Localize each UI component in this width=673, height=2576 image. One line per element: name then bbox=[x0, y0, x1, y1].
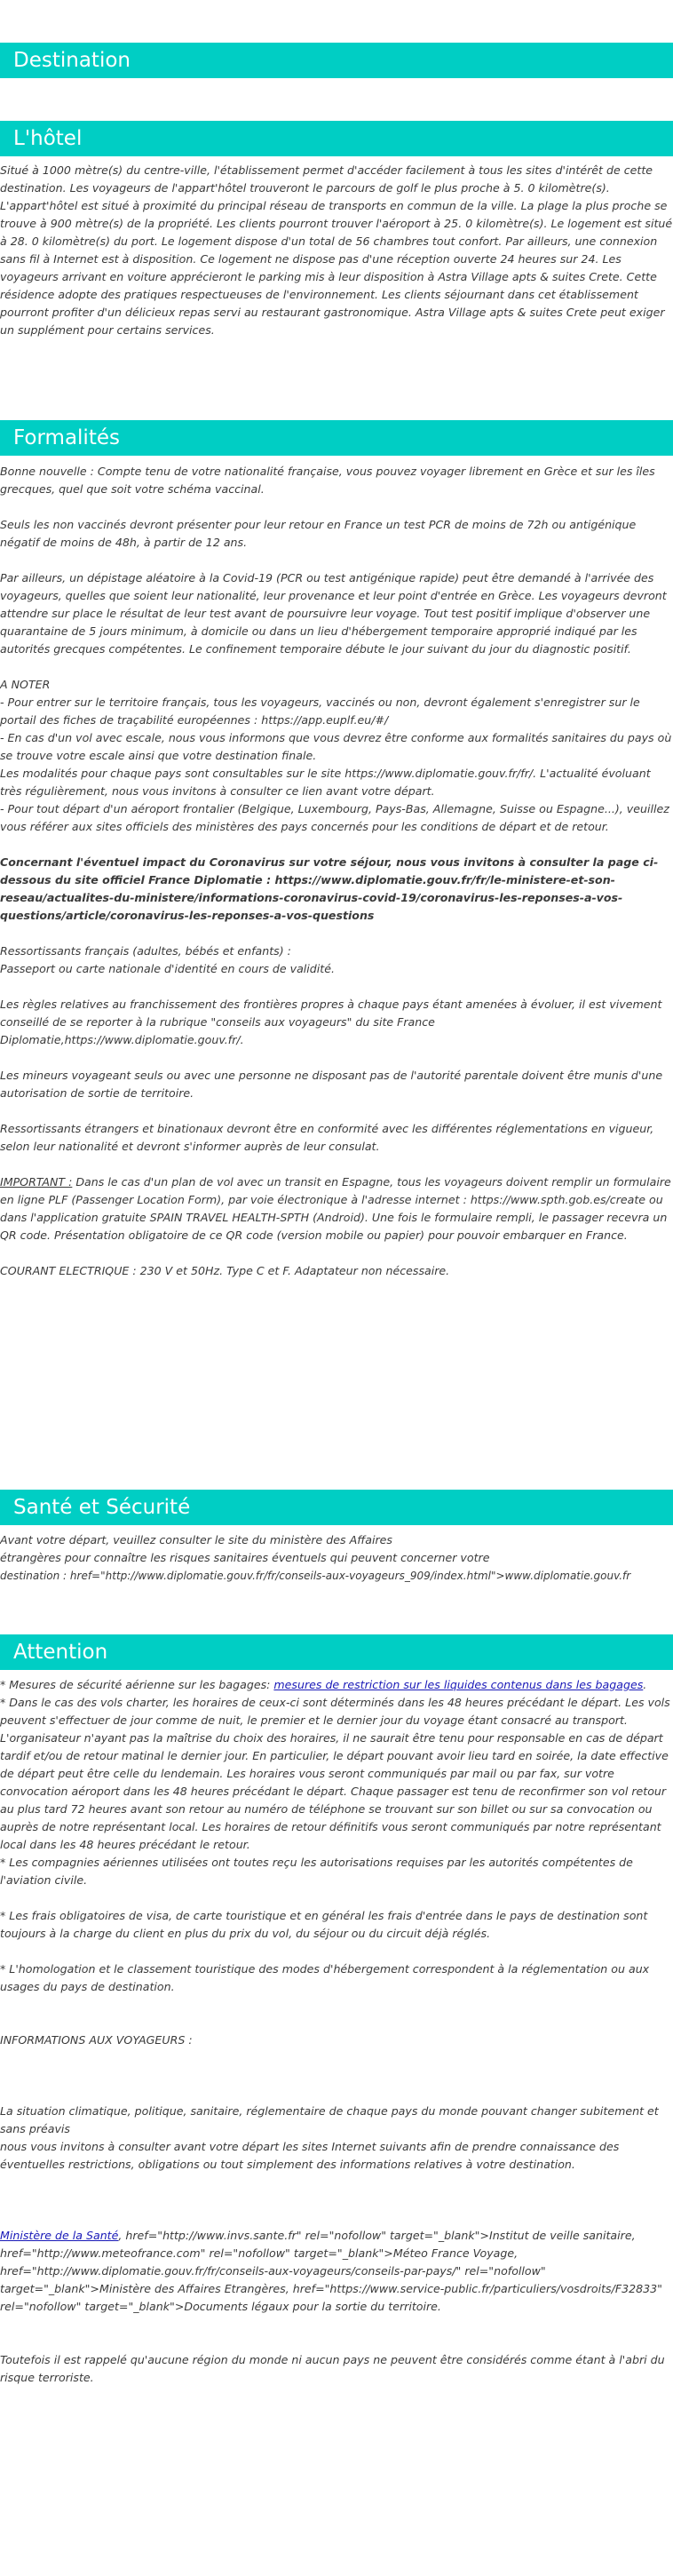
etrangers-notice: Ressortissants étrangers et binationaux devront être en conformité avec les différentes réglementations en vigueur, selon leur nationalité et devront s'informer auprès de leur consulat. bbox=[0, 1122, 654, 1153]
sante-line-1: Avant votre départ, veuillez consulter le site du ministère des Affaires bbox=[0, 1533, 392, 1546]
situation-line-1: La situation climatique, politique, sanitaire, réglementaire de chaque pays du monde pouvant changer subitement et sans préavis bbox=[0, 2104, 659, 2135]
mesures-securite bbox=[0, 1676, 673, 1694]
formalites-body bbox=[0, 463, 673, 1280]
risque-terroriste: Toutefois il est rappelé qu'aucune région du monde ni aucun pays ne peuvent être considérés comme étant à l'abri du risque terroriste. bbox=[0, 2353, 665, 2384]
mineurs-notice: Les mineurs voyageant seuls ou avec une personne ne disposant pas de l'autorité parentale doivent être munis d'une autorisation de sortie de territoire. bbox=[0, 1069, 663, 1100]
courant-electrique: COURANT ELECTRIQUE : 230 V et 50Hz. Type C et F. Adaptateur non nécessaire. bbox=[0, 1264, 450, 1277]
section-header-sante bbox=[0, 1490, 673, 1525]
formalites-p3: Par ailleurs, un dépistage aléatoire à la Covid-19 (PCR ou test antigénique rapide) peut être demandé à l'arrivée des voyageurs, quelles que soient leur nationalité, leur provenance et leur point d'entrée en Grèce. Les voyageurs devront attendre sur place le résultat de leur test avant de poursuivre leur voyage. Tout test positif implique d'observer une quarantaine de 5 jours minimum, à domicile ou dans un lieu d'hébergement temporaire approprié indiqué par les autorités grecques compétentes. Le confinement temporaire débute le jour suivant du jour du diagnostic positif. bbox=[0, 571, 667, 656]
section-header-formalites bbox=[0, 420, 673, 456]
section-title-sante: Santé et Sécurité bbox=[13, 1496, 191, 1519]
attention-body bbox=[0, 1676, 673, 2387]
ressortissants-francais-title: Ressortissants français (adultes, bébés et enfants) : bbox=[0, 944, 291, 958]
anoter-title: A NOTER bbox=[0, 678, 51, 691]
ressortissants-francais-doc: Passeport ou carte nationale d'identité en cours de validité. bbox=[0, 962, 335, 975]
formalites-p1: Bonne nouvelle : Compte tenu de votre nationalité française, vous pouvez voyager librement en Grèce et sur les îles grecques, quel que soit votre schéma vaccinal. bbox=[0, 465, 655, 496]
formalites-p2: Seuls les non vaccinés devront présenter pour leur retour en France un test PCR de moins de 72h ou antigénique négatif de moins de 48h, à partir de 12 ans. bbox=[0, 518, 637, 549]
sites-utiles-text: , href="http://www.invs.sante.fr" rel="nofollow" target="_blank">Institut de veille sanitaire, href="http://www.meteofrance.com" rel="nofollow" target="_blank">Méteo France Voyage, href="http://www.diplomatie.gouv.fr/fr/conseils-aux-voyageurs/conseils-par-pays/" rel="nofollow" target="_blank">Ministère des Affaires Etrangères, href="https://www.service-public.fr/particuliers/vosdroits/F32833" rel="nofollow" target="_blank">Documents légaux pour la sortie du territoire. bbox=[0, 2229, 662, 2313]
section-title-attention: Attention bbox=[13, 1641, 108, 1664]
coronavirus-notice: Concernant l'éventuel impact du Coronavirus sur votre séjour, nous vous invitons à consulter la page ci-dessous du site officiel France Diplomatie : https://www.diplomatie.gouv.fr/fr/le-ministere-et-son-reseau/actualites-du-ministere/informations-coronavirus-covid-19/coronavirus-les-reponses-a-vos-questions/article/coronavirus-les-reponses-a-vos-questions bbox=[0, 855, 659, 922]
sante-body bbox=[0, 1531, 673, 1585]
regles-frontieres: Les règles relatives au franchissement des frontières propres à chaque pays étant amenées à évoluer, il est vivement conseillé de se reporter à la rubrique "conseils aux voyageurs" du site France Diplomatie,https://www.diplomatie.gouv.fr/. bbox=[0, 998, 662, 1046]
section-header-destination bbox=[0, 43, 673, 78]
sante-line-2: étrangères pour connaître les risques sanitaires éventuels qui peuvent concerner votre bbox=[0, 1551, 490, 1564]
mesures-prefix: * Mesures de sécurité aérienne sur les bagages: bbox=[0, 1678, 274, 1691]
situation-line-2: nous vous invitons à consulter avant votre départ les sites Internet suivants afin de prendre connaissance des éventuelles restrictions, obligations ou tout simplement des informations relatives à votre destination. bbox=[0, 2140, 620, 2171]
compagnies-aeriennes: * Les compagnies aériennes utilisées ont toutes reçu les autorisations requises par les autorités compétentes de l'aviation civile. bbox=[0, 1856, 633, 1887]
section-title-destination: Destination bbox=[13, 49, 131, 72]
ministere-sante-link[interactable]: Ministère de la Santé bbox=[0, 2229, 119, 2242]
anoter-item-2: - En cas d'un vol avec escale, nous vous informons que vous devrez être conforme aux formalités sanitaires du pays où se trouve votre escale ainsi que votre destination finale. bbox=[0, 731, 672, 762]
hotel-paragraph: Situé à 1000 mètre(s) du centre-ville, l'établissement permet d'accéder facilement à tous les sites d'intérêt de cette destination. Les voyageurs de l'appart'hôtel trouveront le parcours de golf le plus proche à 5. 0 kilomètre(s). L'appart'hôtel est situé à proximité du principal réseau de transports en commun de la ville. La plage la plus proche se trouve à 900 mètre(s) de la propriété. Les clients pourront trouver l'aéroport à 25. 0 kilomètre(s). Le logement est situé à 28. 0 kilomètre(s) du port. Le logement dispose d'un total de 56 chambres tout confort. Par ailleurs, une connexion sans fil à Internet est à disposition. Ce logement ne dispose pas d'une réception ouverte 24 heures sur 24. Les voyageurs arrivant en voiture apprécieront le parking mis à leur disposition à Astra Village apts & suites Crete. Cette résidence adopte des pratiques respectueuses de l'environnement. Les clients séjournant dans cet établissement pourront profiter d'un délicieux repas servi au restaurant gastronomique. Astra Village apts & suites Crete peut exiger un supplément pour certains services. bbox=[0, 163, 673, 337]
anoter-item-3: Les modalités pour chaque pays sont consultables sur le site https://www.diplomatie.gouv.fr/fr/. L'actualité évoluant très régulièrement, nous vous invitons à consulter ce lien avant votre départ. bbox=[0, 767, 651, 798]
mesures-suffix: . bbox=[643, 1678, 647, 1691]
important-text: Dans le cas d'un plan de vol avec un transit en Espagne, tous les voyageurs doivent remplir un formulaire en ligne PLF (Passenger Location Form), par voie électronique à l'adresse internet : https://www.spth.gob.es/create ou dans l'application gratuite SPAIN TRAVEL HEALTH-SPTH (Android). Une fois le formulaire rempli, le passager recevra un QR code. Présentation obligatoire de ce QR code (version mobile ou papier) pour pouvoir embarquer en France. bbox=[0, 1175, 671, 1242]
hotel-description bbox=[0, 162, 673, 339]
important-notice bbox=[0, 1173, 673, 1244]
informations-voyageurs-title: INFORMATIONS AUX VOYAGEURS : bbox=[0, 2033, 193, 2047]
section-title-formalites: Formalités bbox=[13, 426, 120, 449]
frais-obligatoires: * Les frais obligatoires de visa, de carte touristique et en général les frais d'entrée dans le pays de destination sont toujours à la charge du client en plus du prix du vol, du séjour ou du circuit déjà réglés. bbox=[0, 1909, 648, 1940]
section-title-hotel: L'hôtel bbox=[13, 127, 83, 150]
section-header-attention bbox=[0, 1634, 673, 1670]
mesures-restriction-link[interactable]: mesures de restriction sur les liquides contenus dans les bagages bbox=[273, 1678, 644, 1691]
anoter-item-1: - Pour entrer sur le territoire français, tous les voyageurs, vaccinés ou non, devront également s'enregistrer sur le portail des fiches de traçabilité européennes : https://app.euplf.eu/#/ bbox=[0, 696, 640, 727]
section-header-hotel bbox=[0, 121, 673, 156]
sante-line-3: destination : href="http://www.diplomatie.gouv.fr/fr/conseils-aux-voyageurs_909/index.html">www.diplomatie.gouv.fr bbox=[0, 1570, 631, 1582]
vols-charter: * Dans le cas des vols charter, les horaires de ceux-ci sont déterminés dans les 48 heures précédant le départ. Les vols peuvent s'effectuer de jour comme de nuit, le premier et le dernier jour du voyage étant consacré au transport. L'organisateur n'ayant pas la maîtrise du choix des horaires, il ne saurait être tenu pour responsable en cas de départ tardif et/ou de retour matinal le dernier jour. En particulier, le départ pouvant avoir lieu tard en soirée, la date effective de départ peut être celle du lendemain. Les horaires vous seront communiqués par mail ou par fax, sur votre convocation aéroport dans les 48 heures précédant le départ. Chaque passager est tenu de reconfirmer son vol retour au plus tard 72 heures avant son retour au numéro de téléphone se trouvant sur son billet ou sur sa convocation ou auprès de notre représentant local. Les horaires de retour définitifs vous seront communiqués par notre représentant local dans les 48 heures précédant le retour. bbox=[0, 1696, 670, 1851]
important-label: IMPORTANT : bbox=[0, 1175, 73, 1189]
anoter-item-4: - Pour tout départ d'un aéroport frontalier (Belgique, Luxembourg, Pays-Bas, Allemagne, Suisse ou Espagne...), veuillez vous référer aux sites officiels des ministères des pays concernés pour les conditions de départ et de retour. bbox=[0, 802, 669, 833]
homologation: * L'homologation et le classement touristique des modes d'hébergement correspondent à la réglementation ou aux usages du pays de destination. bbox=[0, 1962, 650, 1993]
sites-utiles bbox=[0, 2227, 673, 2316]
